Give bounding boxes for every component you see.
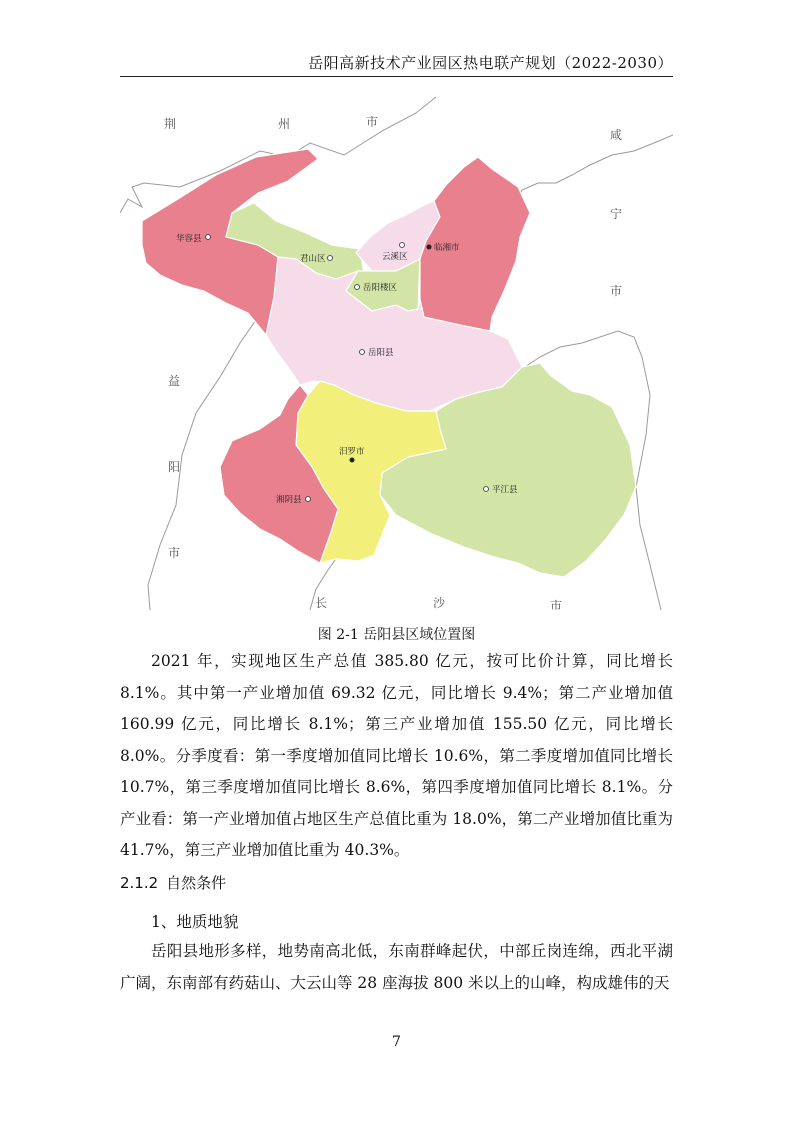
name-pingjiang: 平江县	[492, 485, 518, 495]
label-shi-south: 市	[550, 599, 563, 610]
label-shi-north: 市	[366, 115, 379, 129]
marker-xiangyin	[306, 497, 311, 502]
marker-linxiang	[427, 245, 432, 250]
marker-huarong	[206, 235, 211, 240]
label-jing: 荆	[164, 117, 177, 131]
marker-pingjiang	[484, 487, 489, 492]
region-shapes	[142, 149, 636, 577]
name-yueyanglou: 岳阳楼区	[363, 283, 398, 293]
name-yueyangxian: 岳阳县	[368, 348, 394, 358]
region-location-map	[120, 95, 673, 610]
label-shi-west: 市	[168, 546, 181, 560]
marker-yunxi	[400, 243, 405, 248]
name-huarong: 华容县	[176, 234, 202, 244]
figure-caption: 图 2-1 岳阳县区域位置图	[317, 627, 476, 643]
page-number: 7	[392, 1034, 401, 1050]
label-ning: 宁	[610, 207, 623, 221]
name-miluo: 汨罗市	[339, 447, 365, 457]
label-xian: 咸	[610, 128, 623, 142]
marker-miluo	[350, 458, 355, 463]
marker-junshan	[328, 256, 333, 261]
name-yunxi: 云溪区	[382, 252, 408, 262]
header-rule	[120, 76, 673, 77]
label-shi-east: 市	[610, 284, 623, 298]
subsection-heading: 1、地质地貌	[151, 913, 239, 931]
label-zhou: 州	[278, 117, 291, 131]
label-yi: 益	[168, 374, 181, 388]
marker-yueyangxian	[360, 350, 365, 355]
marker-yueyanglou	[355, 285, 360, 290]
label-yang: 阳	[168, 460, 181, 474]
name-xiangyin: 湘阴县	[276, 495, 302, 505]
page-header-title: 岳阳高新技术产业园区热电联产规划（2022-2030）	[308, 54, 673, 72]
paragraph-terrain: 岳阳县地形多样，地势南高北低，东南群峰起伏，中部丘岗连绵，西北平湖广阔，东南部有药菇山、大云山等 28 座海拔 800 米以上的山峰，构成雄伟的天	[120, 942, 673, 992]
section-number: 2.1.2	[120, 874, 159, 892]
name-junshan: 君山区	[300, 254, 326, 264]
name-linxiang: 临湘市	[434, 243, 460, 253]
section-heading	[120, 872, 226, 893]
label-chang: 长	[315, 596, 328, 610]
label-sha: 沙	[433, 596, 446, 610]
section-title: 自然条件	[166, 874, 227, 892]
paragraph-gdp: 2021 年，实现地区生产总值 385.80 亿元，按可比价计算，同比增长 8.1%。其中第一产业增加值 69.32 亿元，同比增长 9.4%；第二产业增加值 160.99 亿元，同比增长 8.1%；第三产业增加值 155.50 亿元，同比增长 8.0%。分季度看：第一季度增加值同比增长 10.6%，第二季度增加值同比增长 10.7%，第三季度增加值同比增长 8.6%，第四季度增加值同比增长 8.1%。分产业看：第一产业增加值占地区生产总值比重为 18.0%，第二产业增加值比重为 41.7%，第三产业增加值比重为 40.3%。	[120, 652, 673, 859]
